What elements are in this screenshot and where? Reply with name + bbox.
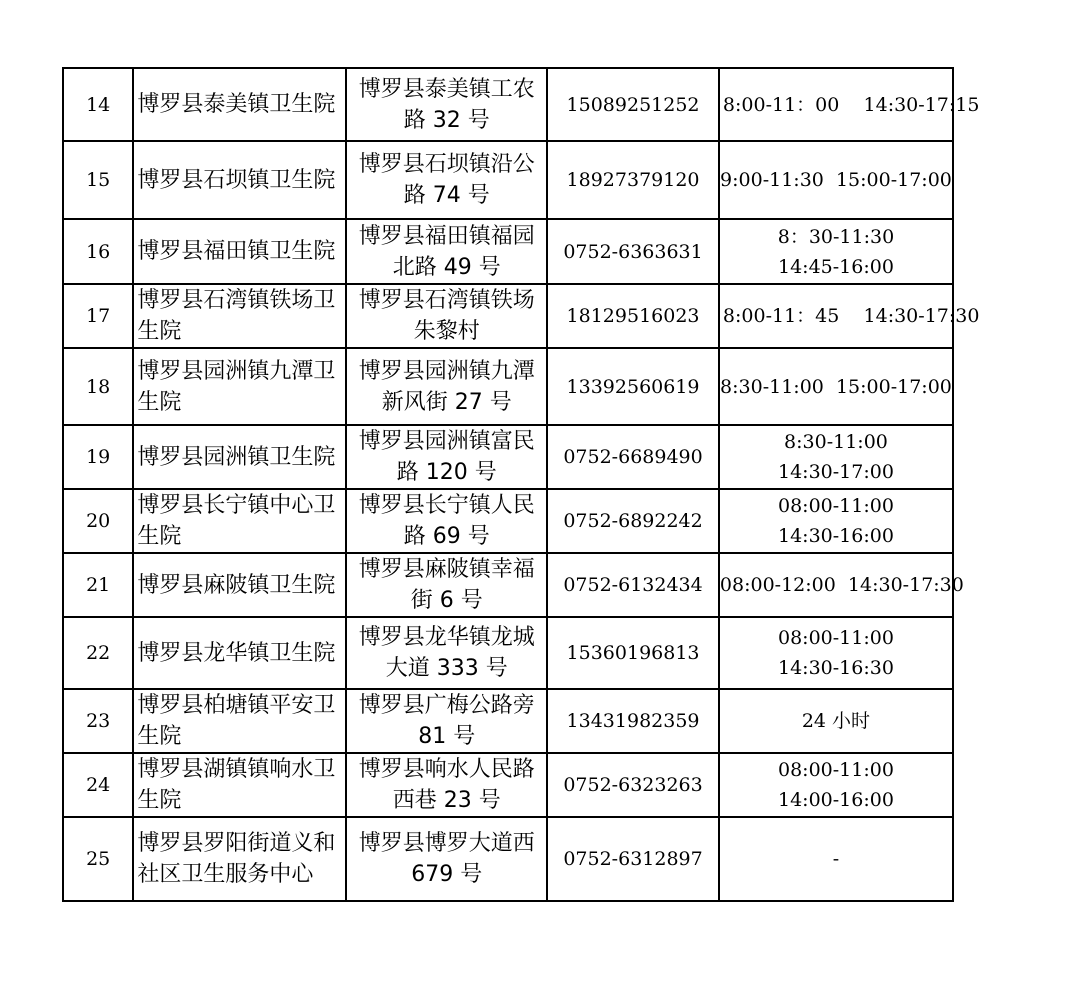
clinic-hours-line: 8:00-11：00 14:30-17:15 [722,93,980,116]
clinic-hours-line: 14:00-16:00 [777,789,894,811]
clinic-hours [719,489,953,553]
clinic-name-line: 博罗县园洲镇卫生院 [137,444,336,470]
clinic-address-line: 西巷 23 号 [392,788,501,813]
clinic-name-line: 博罗县麻陂镇卫生院 [137,572,336,598]
row-number: 18 [63,348,133,425]
clinic-name-line: 社区卫生服务中心 [137,862,314,887]
clinic-table [62,67,980,902]
clinic-address-line: 大道 333 号 [385,656,508,681]
clinic-hours [719,219,953,284]
clinic-hours [719,617,953,689]
clinic-address-line: 博罗县园洲镇富民 [358,429,535,454]
clinic-hours [719,425,953,489]
clinic-address [346,817,547,901]
clinic-address-line: 路 69 号 [403,524,490,549]
clinic-hours-line: 9:00-11:30 15:00-17:00 [720,169,952,191]
clinic-address-line: 路 74 号 [403,183,490,208]
clinic-hours [719,817,953,901]
clinic-hours [719,284,980,348]
clinic-name-line: 生院 [137,788,182,813]
clinic-hours-line: 8:30-11:00 15:00-17:00 [720,375,952,398]
clinic-name-line: 博罗县罗阳街道义和 [137,831,336,856]
clinic-address-line: 博罗县博罗大道西 [358,831,535,856]
clinic-address-line: 博罗县福田镇福园 [358,223,535,249]
row-number: 17 [63,284,133,348]
clinic-phone: 0752-6689490 [547,425,719,489]
clinic-phone: 0752-6892242 [547,489,719,553]
clinic-phone: 0752-6312897 [547,817,719,901]
clinic-name [133,141,346,219]
clinic-address [346,348,547,425]
clinic-name-line: 生院 [137,524,182,549]
clinic-address-line: 博罗县龙华镇龙城 [358,625,535,650]
clinic-address [346,753,547,817]
row-number: 14 [63,68,133,141]
clinic-address-line: 博罗县广梅公路旁 [358,693,535,718]
row-number: 15 [63,141,133,219]
table-row [63,68,953,141]
table-row [63,753,953,817]
clinic-address [346,425,547,489]
clinic-name [133,219,346,284]
clinic-hours-line: 14:30-16:00 [777,525,894,547]
clinic-address-line: 路 32 号 [403,107,490,133]
clinic-name-line: 博罗县湖镇镇响水卫 [137,757,336,782]
clinic-address-line: 新风街 27 号 [381,389,512,415]
clinic-name-line: 生院 [137,724,182,749]
clinic-name [133,617,346,689]
row-number: 25 [63,817,133,901]
clinic-name-line: 博罗县龙华镇卫生院 [137,640,336,666]
clinic-address-line: 路 120 号 [396,460,497,485]
clinic-phone: 15089251252 [547,68,719,141]
clinic-address [346,689,547,753]
clinic-phone: 13431982359 [547,689,719,753]
clinic-name [133,425,346,489]
row-number: 19 [63,425,133,489]
clinic-hours-line: 08:00-11:00 [777,627,894,649]
clinic-address-line: 81 号 [418,724,476,749]
clinic-hours-line: 14:30-16:30 [777,657,894,679]
row-number: 20 [63,489,133,553]
clinic-hours-line: 8：30-11:30 [777,225,895,248]
clinic-address [346,141,547,219]
clinic-name-line: 博罗县长宁镇中心卫 [137,493,336,518]
clinic-address [346,617,547,689]
row-number: 23 [63,689,133,753]
clinic-hours [719,348,953,425]
clinic-address-line: 博罗县响水人民路 [358,757,535,782]
clinic-address-line: 北路 49 号 [392,254,501,280]
clinic-name-line: 博罗县柏塘镇平安卫 [137,693,336,718]
clinic-name-line: 博罗县福田镇卫生院 [137,239,336,264]
clinic-name [133,348,346,425]
table-row [63,284,953,348]
table-row [63,489,953,553]
table-row [63,553,953,617]
clinic-name [133,68,346,141]
clinic-name-line: 生院 [137,389,182,415]
clinic-phone: 13392560619 [547,348,719,425]
clinic-phone: 0752-6132434 [547,553,719,617]
clinic-address-line: 博罗县石坝镇沿公 [358,152,535,177]
clinic-phone: 15360196813 [547,617,719,689]
clinic-hours-line: 14:30-17:00 [777,461,894,483]
clinic-address [346,284,547,348]
table-row [63,617,953,689]
clinic-name-line: 生院 [137,319,182,344]
clinic-hours-line: 08:00-11:00 [777,759,894,781]
clinic-address [346,553,547,617]
clinic-hours-line: 08:00-12:00 14:30-17:30 [719,574,964,596]
clinic-hours-line: 8:30-11:00 [784,431,888,453]
row-number: 24 [63,753,133,817]
clinic-hours [719,689,953,753]
clinic-address-line: 博罗县石湾镇铁场 [358,288,535,313]
table-row [63,689,953,753]
clinic-name-line: 博罗县石坝镇卫生院 [137,167,336,193]
clinic-phone: 18927379120 [547,141,719,219]
clinic-address-line: 博罗县麻陂镇幸福 [358,557,535,582]
table-row [63,425,953,489]
table-row [63,219,953,284]
clinic-table-body [63,68,980,901]
clinic-name-line: 博罗县泰美镇卫生院 [137,92,336,117]
clinic-name [133,817,346,901]
row-number: 21 [63,553,133,617]
table-row [63,348,953,425]
table-row [63,817,953,901]
clinic-phone: 18129516023 [547,284,719,348]
clinic-hours [719,68,980,141]
clinic-hours-line: - [832,848,840,870]
row-number: 22 [63,617,133,689]
clinic-address-line: 朱黎村 [413,319,480,344]
clinic-hours-line: 8:00-11：45 14:30-17:30 [722,305,980,327]
clinic-table-container [62,67,980,902]
clinic-address [346,219,547,284]
clinic-address-line: 679 号 [411,862,483,887]
clinic-hours [719,753,953,817]
clinic-hours-line: 14:45-16:00 [777,255,894,278]
clinic-address-line: 博罗县长宁镇人民 [358,493,535,518]
clinic-address [346,489,547,553]
clinic-hours [719,553,964,617]
clinic-name [133,489,346,553]
clinic-name [133,689,346,753]
clinic-name [133,284,346,348]
clinic-phone: 0752-6363631 [547,219,719,284]
clinic-hours-line: 24 小时 [801,710,871,732]
clinic-address-line: 博罗县泰美镇工农 [358,76,535,102]
clinic-phone: 0752-6323263 [547,753,719,817]
row-number: 16 [63,219,133,284]
clinic-hours-line: 08:00-11:00 [777,495,894,517]
clinic-address-line: 博罗县园洲镇九潭 [358,358,535,384]
clinic-name [133,553,346,617]
clinic-address [346,68,547,141]
clinic-hours [719,141,953,219]
clinic-name-line: 博罗县园洲镇九潭卫 [137,358,336,384]
table-row [63,141,953,219]
clinic-address-line: 街 6 号 [410,588,483,613]
clinic-name-line: 博罗县石湾镇铁场卫 [137,288,336,313]
clinic-name [133,753,346,817]
